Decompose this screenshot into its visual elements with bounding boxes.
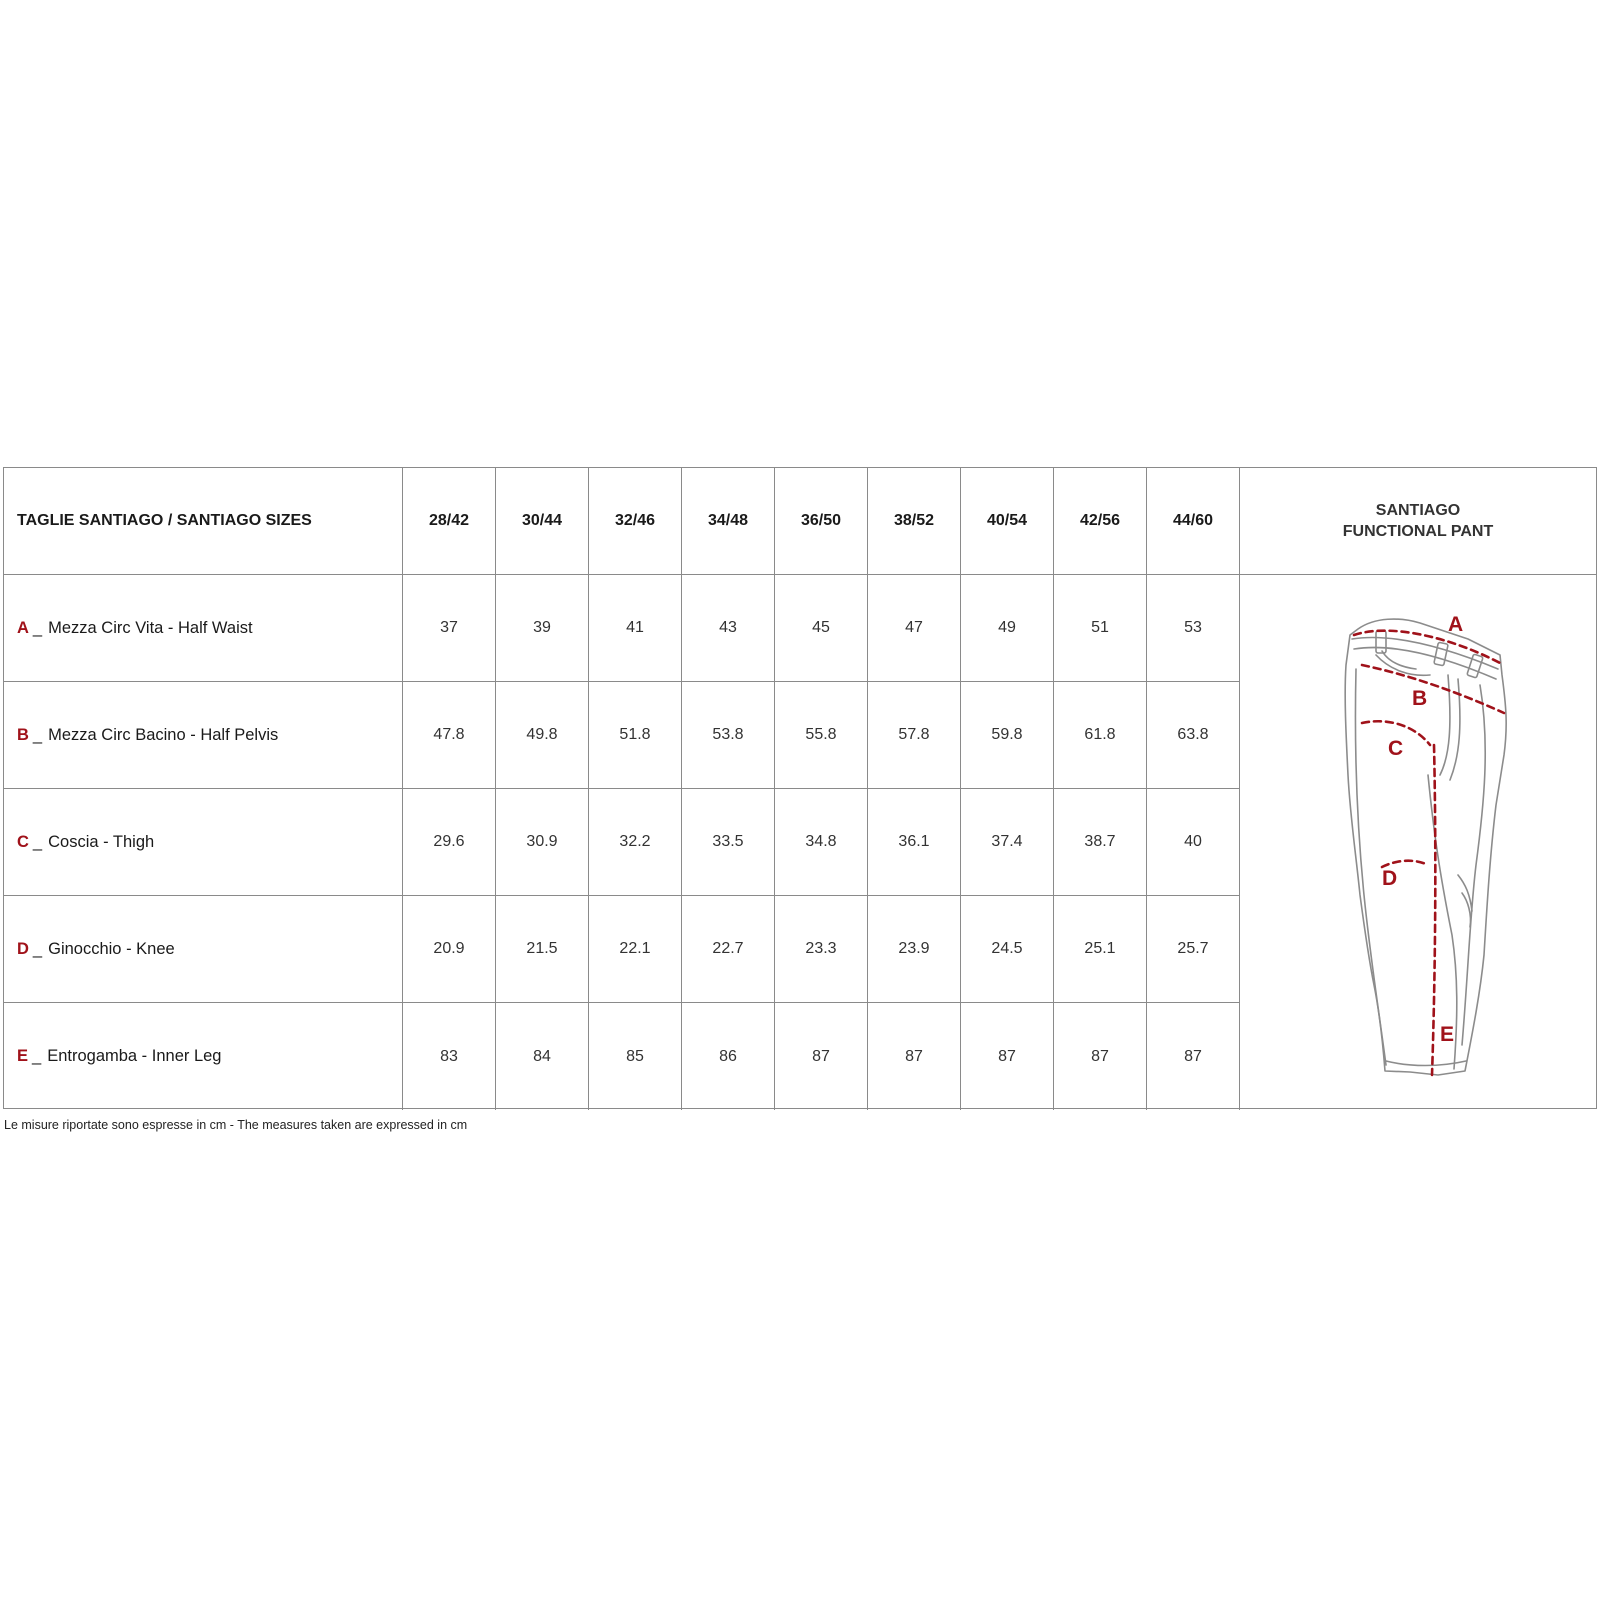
table-cell: 23.9 [868, 896, 961, 1003]
table-cell: 61.8 [1054, 682, 1147, 789]
table-cell: 47.8 [403, 682, 496, 789]
measurement-label [4, 1003, 403, 1110]
measurement-separator: _ [32, 832, 43, 851]
table-cell: 36.1 [868, 789, 961, 896]
size-header: 32/46 [589, 468, 682, 575]
size-header: 36/50 [775, 468, 868, 575]
measurement-letter: D [17, 939, 29, 958]
measurement-letter: B [17, 725, 29, 744]
measurement-name: Entrogamba - Inner Leg [47, 1047, 222, 1065]
table-cell: 45 [775, 575, 868, 682]
table-cell: 37 [403, 575, 496, 682]
measurement-separator: _ [32, 618, 43, 637]
measurement-separator: _ [32, 725, 43, 744]
table-cell: 38.7 [1054, 789, 1147, 896]
table-cell: 24.5 [961, 896, 1054, 1003]
size-header: 44/60 [1147, 468, 1240, 575]
measurement-name: Mezza Circ Vita - Half Waist [48, 618, 253, 637]
product-title-line2: FUNCTIONAL PANT [1342, 523, 1494, 540]
table-cell: 49 [961, 575, 1054, 682]
table-cell: 87 [961, 1003, 1054, 1110]
marker-c: C [1388, 737, 1404, 760]
table-cell: 47 [868, 575, 961, 682]
table-cell: 84 [496, 1003, 589, 1110]
measurement-letter: A [17, 618, 29, 637]
table-title: TAGLIE SANTIAGO / SANTIAGO SIZES [4, 468, 403, 575]
table-cell: 51 [1054, 575, 1147, 682]
marker-d: D [1382, 867, 1398, 890]
size-chart-table [3, 467, 1597, 1109]
product-title-line1: SANTIAGO [1375, 502, 1461, 519]
product-title [1240, 468, 1596, 575]
size-header: 40/54 [961, 468, 1054, 575]
table-cell: 25.1 [1054, 896, 1147, 1003]
size-header: 38/52 [868, 468, 961, 575]
table-cell: 21.5 [496, 896, 589, 1003]
table-cell: 37.4 [961, 789, 1054, 896]
measurement-letter: E [17, 1047, 29, 1065]
table-cell: 23.3 [775, 896, 868, 1003]
table-cell: 40 [1147, 789, 1240, 896]
measurement-name: Mezza Circ Bacino - Half Pelvis [48, 725, 279, 744]
table-cell: 29.6 [403, 789, 496, 896]
marker-b: B [1412, 687, 1428, 710]
measurement-separator: _ [32, 939, 43, 958]
table-cell: 53.8 [682, 682, 775, 789]
table-cell: 39 [496, 575, 589, 682]
measurement-label [4, 789, 403, 896]
table-cell: 41 [589, 575, 682, 682]
table-cell: 87 [1054, 1003, 1147, 1110]
table-cell: 25.7 [1147, 896, 1240, 1003]
table-cell: 83 [403, 1003, 496, 1110]
size-header: 30/44 [496, 468, 589, 575]
measurement-name: Coscia - Thigh [48, 832, 155, 851]
table-cell: 33.5 [682, 789, 775, 896]
table-cell: 49.8 [496, 682, 589, 789]
table-cell: 32.2 [589, 789, 682, 896]
pant-diagram-icon [1240, 575, 1596, 1110]
table-cell: 22.1 [589, 896, 682, 1003]
marker-e: E [1440, 1023, 1455, 1046]
table-cell: 53 [1147, 575, 1240, 682]
measurement-label [4, 682, 403, 789]
measurement-label [4, 575, 403, 682]
table-cell: 63.8 [1147, 682, 1240, 789]
measurement-separator: _ [32, 1047, 42, 1065]
table-cell: 43 [682, 575, 775, 682]
table-cell: 57.8 [868, 682, 961, 789]
table-cell: 86 [682, 1003, 775, 1110]
size-header: 28/42 [403, 468, 496, 575]
table-cell: 85 [589, 1003, 682, 1110]
table-cell: 51.8 [589, 682, 682, 789]
table-cell: 87 [1147, 1003, 1240, 1110]
table-cell: 87 [868, 1003, 961, 1110]
measurement-letter: C [17, 832, 29, 851]
table-cell: 87 [775, 1003, 868, 1110]
measurement-label [4, 896, 403, 1003]
table-cell: 59.8 [961, 682, 1054, 789]
pant-illustration [1240, 575, 1596, 1110]
table-cell: 20.9 [403, 896, 496, 1003]
table-cell: 30.9 [496, 789, 589, 896]
size-header: 34/48 [682, 468, 775, 575]
size-header: 42/56 [1054, 468, 1147, 575]
measurement-name: Ginocchio - Knee [48, 939, 175, 958]
table-cell: 55.8 [775, 682, 868, 789]
table-cell: 34.8 [775, 789, 868, 896]
measurement-footnote: Le misure riportate sono espresse in cm - The measures taken are expressed in cm [4, 1118, 468, 1132]
table-cell: 22.7 [682, 896, 775, 1003]
marker-a: A [1448, 613, 1464, 636]
